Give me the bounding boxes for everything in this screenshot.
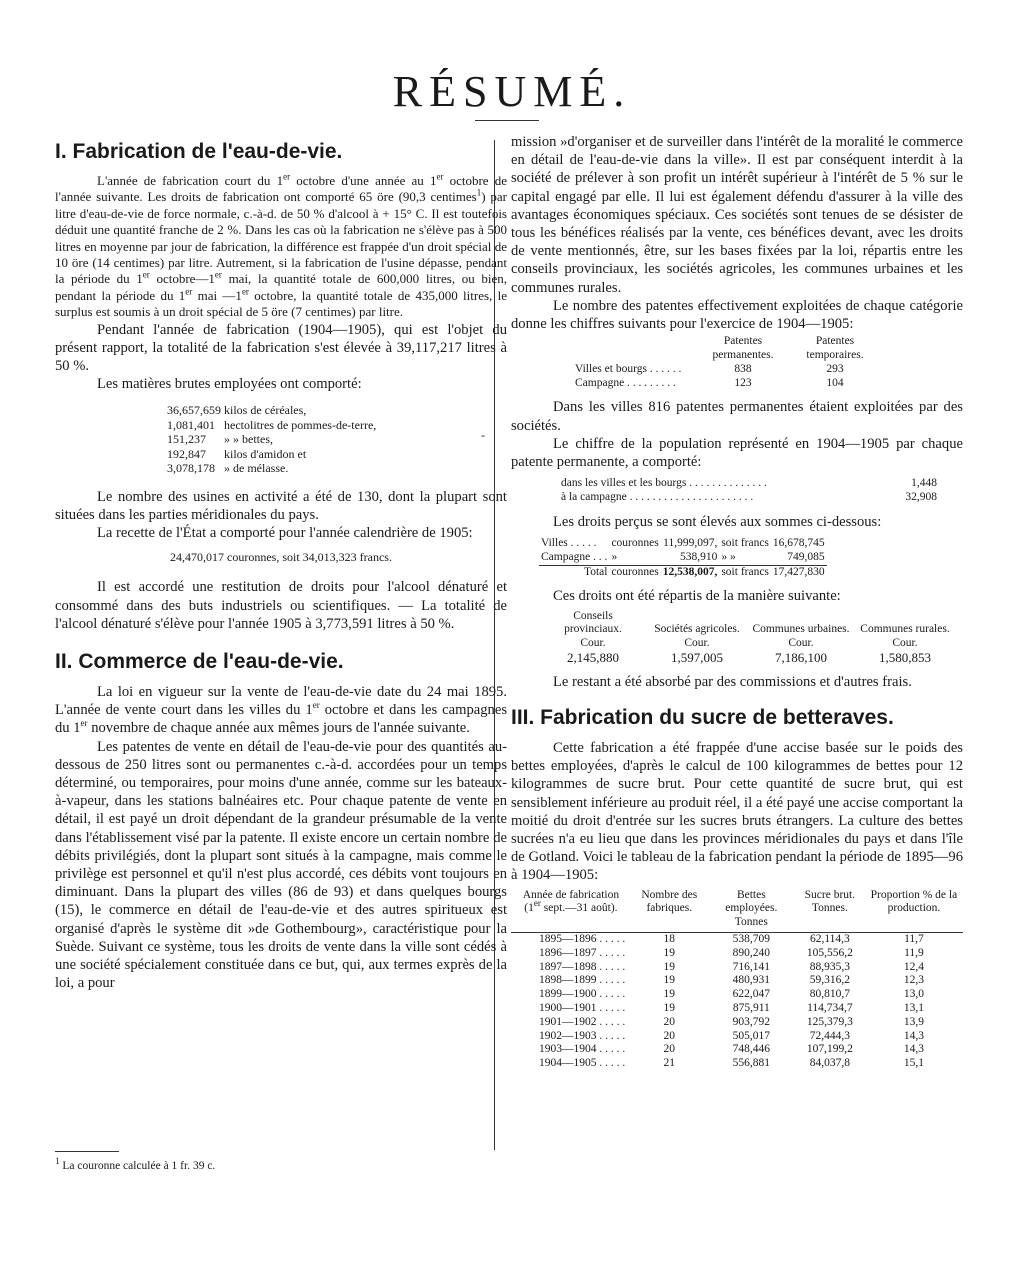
left-column bbox=[55, 133, 507, 992]
list-item: 1,081,401 hectolitres de pommes-de-terre, bbox=[167, 417, 377, 432]
table-row: à la campagne . . . . . . . . . . . . . . . . . . . . . . 32,908 bbox=[561, 491, 937, 504]
s1-paragraph-6: Il est accordé une restitution de droits pour l'alcool dénaturé et consommé dans des buts industriels ou scientifiques. — La totalité de l'alcool dénaturé s'élève pour l'année 1905 à 3,773,591 litres à 50 %. bbox=[55, 579, 507, 632]
table-header: Patentes permanentes. bbox=[712, 335, 774, 362]
list-item: 3,078,178 » de mélasse. bbox=[167, 461, 289, 476]
list-item: 36,657,659 kilos de céréales, bbox=[167, 403, 307, 418]
table-row: 1901—1902 . . . . . 20 903,792 125,379,3 13,9 bbox=[539, 1015, 924, 1028]
table-header: Année de fabrication (1er sept.—31 août). bbox=[511, 889, 631, 933]
s2-paragraph-7: Ces droits ont été répartis de la manière suivante: bbox=[553, 588, 841, 605]
s2-paragraph-continued: mission »d'organiser et de surveiller dans l'intérêt de la moralité le commerce en détail de l'eau-de-vie dans la ville». Il est par conséquent interdit à la société de prélever à son profit un intérêt supérieur à l'intérêt de 5 % sur le capital engagé par elle. Il lui est également défendu d'assurer à la ville des avantages économiques spéciaux. Ces sociétés sont tenues de se désister de tous les bénéfices réalisés par la vente, ces bénéfices devant, avec les droits de vente mentionnés, être, sur les bases fixées par la loi, répartis entre les conseils provinciaux, les sociétés agricoles, les communes urbaines et les communes rurales. bbox=[511, 134, 963, 296]
s1-paragraph-2: Pendant l'année de fabrication (1904—1905), qui est l'objet du présent rapport, la totalité de la fabrication s'est élevée à 39,117,217 litres à 50 %. bbox=[55, 321, 507, 375]
s2-paragraph-1: La loi en vigueur sur la vente de l'eau-de-vie date du 24 mai 1895. L'année de vente court dans les villes du 1er octobre et dans les campagnes du 1er novembre de chaque année aux mêmes jours de l'année suivante. bbox=[55, 683, 507, 737]
table-header: Nombre des fabriques. bbox=[631, 889, 708, 933]
s2-paragraph-8: Le restant a été absorbé par des commissions et d'autres frais. bbox=[553, 673, 912, 690]
table-row: dans les villes et les bourgs . . . . . . . . . . . . . . 1,448 bbox=[561, 477, 937, 490]
right-column bbox=[511, 133, 963, 1071]
list-item: 151,237 » » bettes, bbox=[167, 432, 273, 447]
s3-paragraph-1: Cette fabrication a été frappée d'une accise basée sur le poids des bettes employées, d'après le calcul de 100 kilogrammes de bettes pour 12 kilogrammes de sucre brut. Pour cette quantité de sucre brut, qui est sensiblement inférieure au produit réel, il a été payé une accise comportant la moitié du droit d'entrée sur les sucres bruts étrangers. La culture des bettes sucrées n'a eu lieu que dans les provinces méridionales du pays et dans l'île de Gotland. Voici le tableau de la fabrication pendant la période de 1895—96 à 1904—1905: bbox=[511, 740, 963, 884]
sugar-table bbox=[511, 889, 963, 1071]
table-row: 1902—1903 . . . . . 20 505,017 72,444,3 14,3 bbox=[539, 1029, 924, 1042]
table-header: Communes urbaines. bbox=[752, 623, 850, 636]
table-row: 1898—1899 . . . . . 19 480,931 59,316,2 12,3 bbox=[539, 974, 924, 987]
section-3-heading: III. Fabrication du sucre de betteraves. bbox=[511, 706, 894, 730]
margin-mark: - bbox=[481, 428, 485, 442]
title-rule bbox=[475, 120, 539, 121]
table-header: Proportion % de la production. bbox=[865, 889, 963, 933]
section-1-heading: I. Fabrication de l'eau-de-vie. bbox=[55, 140, 343, 163]
s1-paragraph-1: L'année de fabrication court du 1er octobre d'une année au 1er octobre de l'année suivante. Les droits de fabrication ont comporté 65 öre (90,3 centimes$^1$) par litre d'eau-de-vie de force normale, c.-à-d. de 50 % d'alcool à + 15° C. Il est toutefois déduit une quantité franche de 2 %. Dans les cas où la fabrication ne s'élève pas à 500 litres en moyenne par jour de fabrication, la différence est frappée d'un droit spécial de 10 öre (14 centimes) par litre. Autrement, si la fabrication de l'usine dépasse, pendant la période du 1er octobre—1er mai, la quantité totale de 600,000 litres, ou bien, pendant la période du 1er mai —1er octobre, la quantité totale de 435,000 litres, le surplus est soumis à un droit spécial de 5 öre (7 centimes) par litre. bbox=[55, 171, 508, 320]
s2-paragraph-2: Les patentes de vente en détail de l'eau-de-vie pour des quantités au-dessous de 250 litres sont ou permanentes c.-à-d. accordées pour un temps déterminé, ou temporaires, pour moins d'une année, comme sur les bateaux-à-vapeur, dans les stations balnéaires etc. Pour chaque patente de vente en détail, il est payé un droit dépendant de la grandeur présumable de la vente dans l'établissement visé par la patente. Il existe encore un certain nombre de débits privilégiés, dont la plupart sont situés à la campagne, mais comme le privilège est personnel et qu'il n'est plus accordé, ces débits vont toujours en diminuant. Dans la plupart des villes (86 de 93) et dans quelques bourgs (15), le commerce en détail de l'eau-de-vie et des autres spiritueux est organisé d'après le système dit »de Gothembourg», caractéristique pour la Suède. Suivant ce système, tous les droits de vente dans la ville sont cédés à une société spécialement constituée dans ce but, qui, aux termes exprès de la loi, a pour bbox=[55, 738, 507, 992]
s1-paragraph-3: Les matières brutes employées ont comporté: bbox=[97, 376, 362, 393]
revenue-table bbox=[539, 537, 827, 579]
table-header: Conseils provinciaux. bbox=[564, 609, 622, 636]
table-row: 1904—1905 . . . . . 21 556,881 84,037,8 15,1 bbox=[539, 1057, 924, 1070]
table-row: 1900—1901 . . . . . 19 875,911 114,734,7 13,1 bbox=[539, 1002, 924, 1015]
table-header: Sociétés agricoles. bbox=[654, 623, 740, 636]
footnote: $^1$ La couronne calculée à 1 fr. 39 c. bbox=[55, 1156, 216, 1172]
population-table bbox=[559, 477, 939, 505]
table-row: 1896—1897 . . . . . 19 890,240 105,556,2 11,9 bbox=[539, 946, 924, 959]
table-row: 1895—1896 . . . . . 18 538,709 62,114,3 11,7 bbox=[539, 933, 924, 946]
table-row: 1899—1900 . . . . . 19 622,047 80,810,7 13,0 bbox=[539, 988, 924, 1001]
table-header: Bettes employées. Tonnes bbox=[708, 889, 795, 933]
s2-paragraph-4: Dans les villes 816 patentes permanentes étaient exploitées par des sociétés. bbox=[511, 399, 963, 434]
list-item: 192,847 kilos d'amidon et bbox=[167, 446, 307, 461]
table-row: Villes et bourgs . . . . . . 838 293 bbox=[575, 362, 844, 375]
s2-paragraph-3: Le nombre des patentes effectivement exploitées de chaque catégorie donne les chiffres suivants pour l'exercice de 1904—1905: bbox=[511, 297, 963, 333]
materials-list bbox=[167, 403, 507, 475]
table-row: Villes . . . . . couronnes 11,999,097, soit francs 16,678,745 bbox=[541, 537, 825, 550]
table-header: Sucre brut. Tonnes. bbox=[795, 889, 865, 933]
s1-paragraph-5: La recette de l'État a comporté pour l'année calendrière de 1905: bbox=[97, 524, 473, 541]
section-2-heading: II. Commerce de l'eau-de-vie. bbox=[55, 649, 344, 673]
repartition-table: Conseils provinciaux. Sociétés agricoles. Communes urbaines. Communes rurales. Cour. Cour. Cour. Cour. 2,145,880 1,597,005 7,186,100 1,580,853 bbox=[541, 610, 957, 665]
footnote-ref: 1 bbox=[476, 188, 482, 199]
table-row: Campagne . . . » 538,910 » » 749,085 bbox=[541, 550, 825, 563]
table-row: 1897—1898 . . . . . 19 716,141 88,935,3 12,4 bbox=[539, 960, 924, 973]
patentes-table bbox=[573, 335, 881, 390]
state-revenue: 24,470,017 couronnes, soit 34,013,323 francs. bbox=[170, 550, 392, 565]
s2-paragraph-6: Les droits perçus se sont élevés aux sommes ci-dessous: bbox=[553, 513, 882, 530]
page-title: RÉSUMÉ. bbox=[392, 67, 632, 116]
s1-paragraph-4: Le nombre des usines en activité a été de 130, dont la plupart sont situées dans les parties méridionales du pays. bbox=[55, 488, 507, 523]
s2-paragraph-5: Le chiffre de la population représenté en 1904—1905 par chaque patente permanente, a comporté: bbox=[511, 435, 963, 471]
table-row: Total couronnes 12,538,007, soit francs 17,427,830 bbox=[539, 565, 827, 579]
table-row: 2,145,880 1,597,005 7,186,100 1,580,853 bbox=[567, 650, 931, 666]
table-row: 1903—1904 . . . . . 20 748,446 107,199,2 14,3 bbox=[539, 1043, 924, 1056]
footnote-rule bbox=[55, 1151, 119, 1152]
table-header: Patentes temporaires. bbox=[806, 335, 864, 362]
table-header: Communes rurales. bbox=[860, 623, 950, 636]
table-row: Campagne . . . . . . . . . 123 104 bbox=[575, 376, 844, 389]
